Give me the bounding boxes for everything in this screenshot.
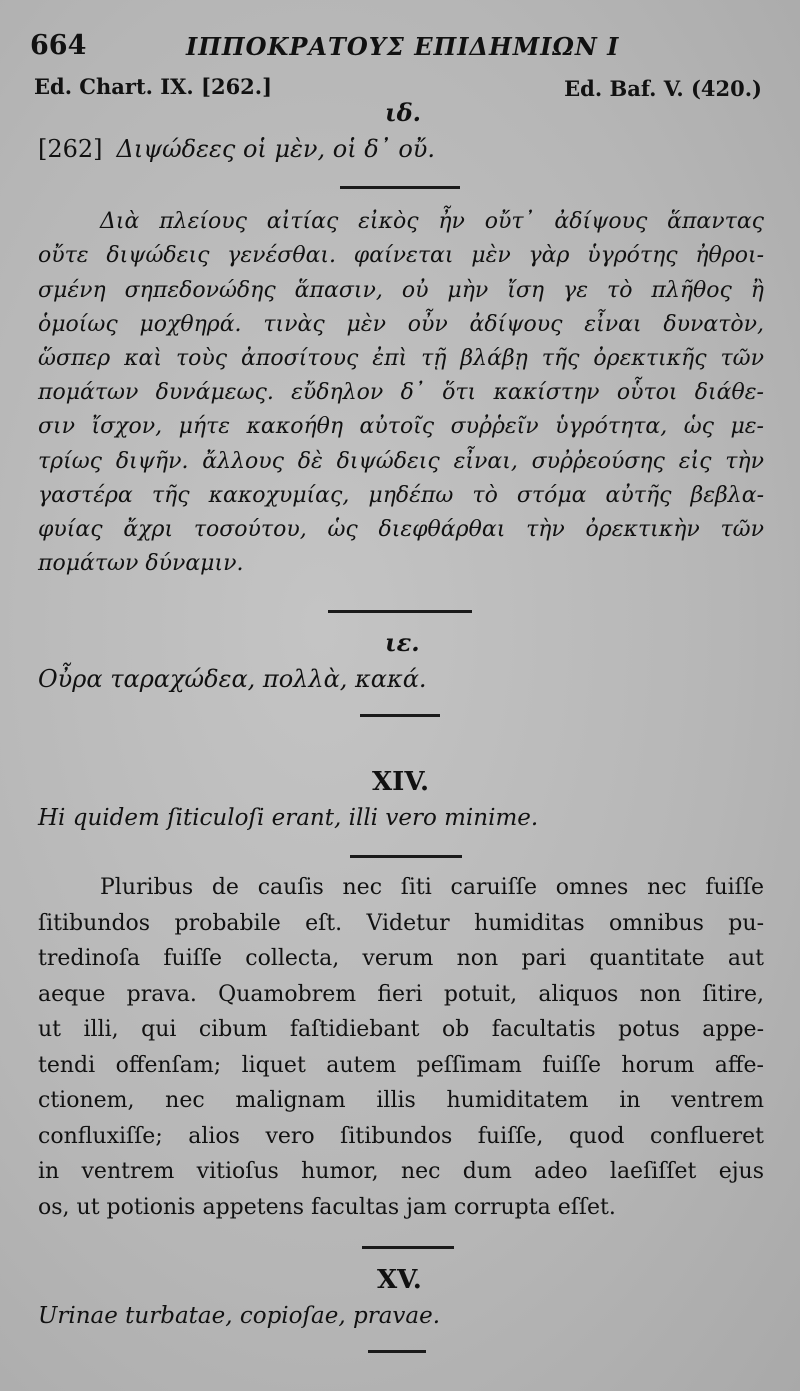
latin-line: ſitibundos probabile eſt. Videtur humiditas omnibus pu- (38, 911, 764, 936)
section-rule (360, 714, 440, 717)
latin-line: os, ut potionis appetens facultas jam corrupta eſſet. (38, 1195, 616, 1220)
latin-line: aeque prava. Quamobrem fieri potuit, aliquos non ſitire, (38, 982, 764, 1007)
greek-line: ὥσπερ καὶ τοὺς ἀποσίτους ἐπὶ τῇ βλάβῃ τῆς ὀρεκτικῆς τῶν (38, 346, 764, 371)
latin-line: confluxiſſe; alios vero ſitibundos fuiſſe, quod conflueret (38, 1124, 764, 1149)
greek-lemma-14-text: Διψώδεες οἱ μὲν, οἱ δ᾽ οὔ. (116, 135, 436, 163)
edition-reference-right: Ed. Baf. V. (420.) (564, 76, 762, 101)
latin-section-15-numeral: XV. (377, 1265, 422, 1295)
latin-line: in ventrem vitioſus humor, nec dum adeo laeſiſſet ejus (38, 1159, 764, 1184)
greek-lemma-14 (38, 135, 435, 163)
lemma-page-marker: [262] (38, 135, 103, 163)
greek-line: πομάτων δύναμιν. (38, 551, 244, 576)
section-rule (350, 855, 462, 858)
latin-section-14-numeral: XIV. (372, 767, 430, 797)
latin-line: ctionem, nec malignam illis humiditatem in ventrem (38, 1088, 764, 1113)
greek-lemma-15: Οὖρα ταραχώδεα, πολλὰ, κακά. (38, 665, 427, 693)
section-rule (362, 1246, 454, 1249)
latin-line: tredinoſa fuiſſe collecta, verum non pari quantitate aut (38, 946, 764, 971)
greek-line: πομάτων δυνάμεως. εὔδηλον δ᾽ ὅτι κακίστην οὗτοι διάθε- (38, 380, 764, 405)
greek-line: σμένη σηπεδονώδης ἅπασιν, οὐ μὴν ἴση γε τὸ πλῆθος ἢ (38, 278, 764, 303)
section-rule (328, 610, 472, 613)
latin-lemma-15: Urinae turbatae, copioſae, pravae. (38, 1303, 441, 1329)
section-rule (368, 1350, 426, 1353)
section-rule (340, 186, 460, 189)
greek-line: σιν ἴσχον, μήτε κακοήθη αὐτοῖς συῤῥεῖν ὑγρότητα, ὡς με- (38, 414, 764, 439)
greek-line: οὔτε διψώδεις γενέσθαι. φαίνεται μὲν γὰρ ὑγρότης ἠθροι- (38, 243, 764, 268)
greek-section-14-numeral: ιδ. (385, 98, 421, 127)
running-title: ΙΠΠΟΚΡΑΤΟΥΣ ΕΠΙΔΗΜΙΩΝ Ι (186, 32, 620, 61)
greek-line: τρίως διψῆν. ἄλλους δὲ διψώδεις εἶναι, συῤῥεούσης εἰς τὴν (38, 449, 764, 474)
page-number: 664 (30, 30, 87, 61)
latin-line: tendi offenſam; liquet autem peſſimam fuiſſe horum affe- (38, 1053, 764, 1078)
greek-line: ὁμοίως μοχθηρά. τινὰς μὲν οὖν ἀδίψους εἶναι δυνατὸν, (38, 312, 764, 337)
edition-reference-left: Ed. Chart. IX. [262.] (34, 74, 273, 99)
latin-line: ut illi, qui cibum faſtidiebant ob facultatis potus appe- (38, 1017, 764, 1042)
latin-line: Pluribus de cauſis nec ſiti caruiſſe omnes nec fuiſſe (100, 875, 764, 900)
latin-lemma-14: Hi quidem ſiticuloſi erant, illi vero minime. (38, 805, 539, 831)
greek-line: φυίας ἄχρι τοσούτου, ὡς διεφθάρθαι τὴν ὀρεκτικὴν τῶν (38, 517, 764, 542)
greek-line: Διὰ πλείους αἰτίας εἰκὸς ἦν οὔτ᾽ ἀδίψους ἅπαντας (100, 209, 764, 234)
greek-section-15-numeral: ιε. (385, 628, 420, 657)
greek-line: γαστέρα τῆς κακοχυμίας, μηδέπω τὸ στόμα αὐτῆς βεβλα- (38, 483, 764, 508)
